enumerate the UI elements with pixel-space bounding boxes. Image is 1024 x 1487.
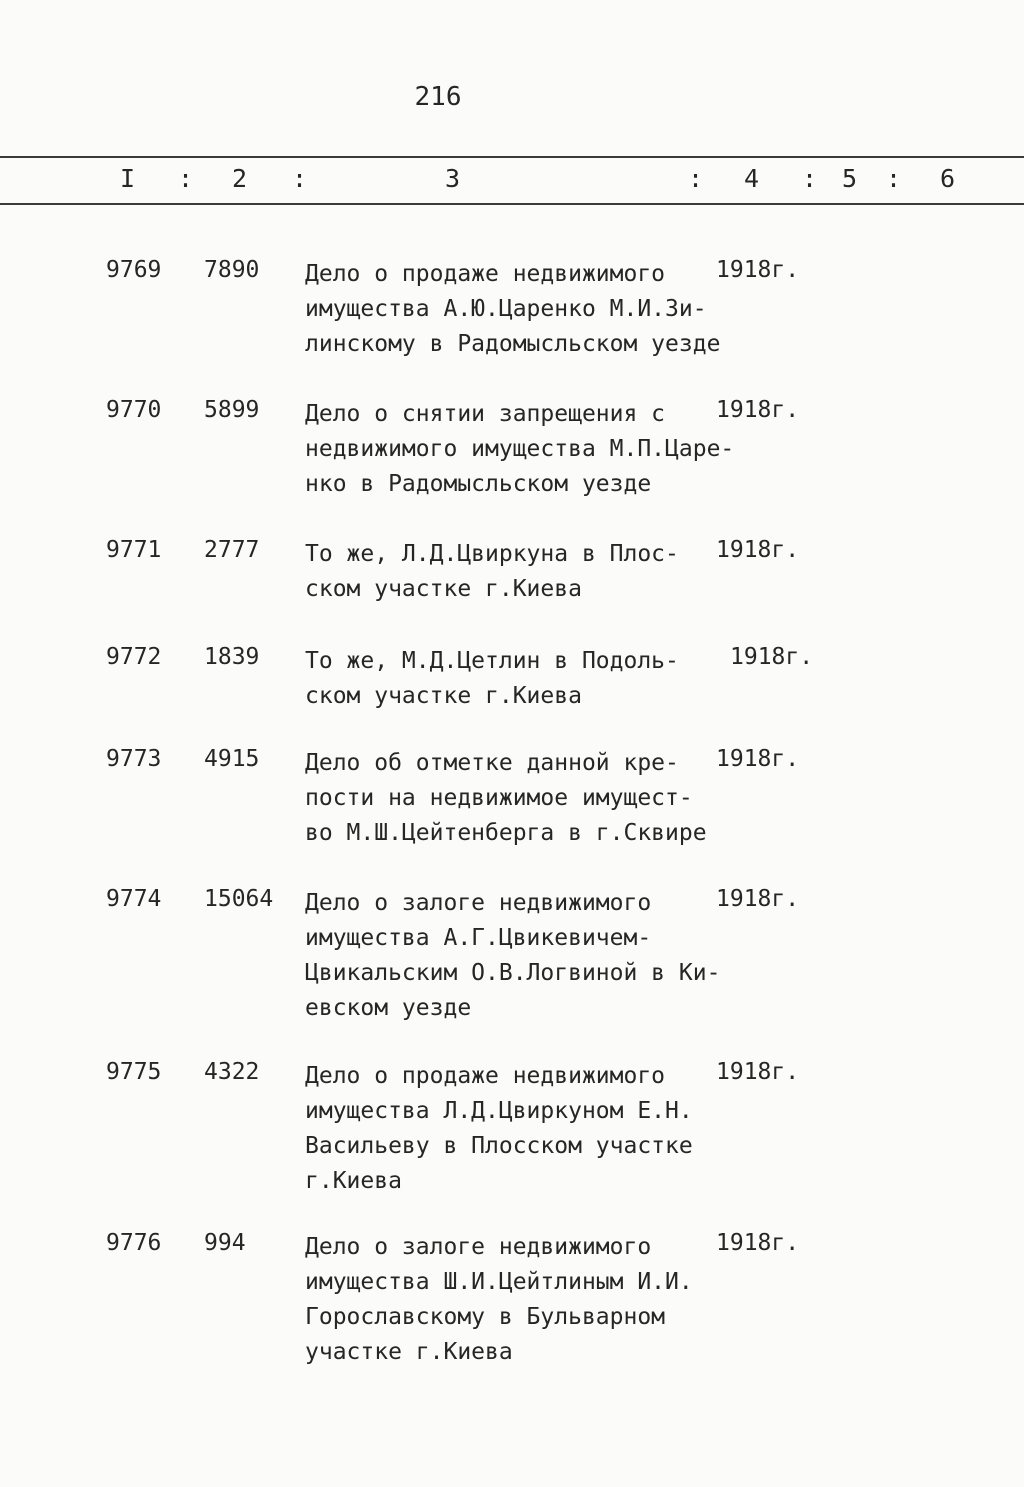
old-number: 2777 (204, 537, 260, 563)
old-number: 7890 (204, 257, 260, 283)
title-line: недвижимого имущества М.П.Царе- (305, 436, 735, 462)
record-year: 1918г. (716, 1059, 800, 1085)
record-year: 1918г. (716, 537, 800, 563)
column-separator: : (292, 164, 308, 193)
record-year: 1918г. (716, 397, 800, 423)
column-header-2: 2 (232, 164, 248, 193)
column-header-1: I (120, 164, 136, 193)
record-year: 1918г. (716, 886, 800, 912)
column-separator: : (688, 164, 704, 193)
title-line: Дело о снятии запрещения с (305, 401, 666, 427)
column-separator: : (886, 164, 902, 193)
title-line: имущества Л.Д.Цвиркуном Е.Н. (305, 1098, 693, 1124)
title-line: То же, М.Д.Цетлин в Подоль- (305, 648, 679, 674)
record-number: 9770 (106, 397, 162, 423)
title-line: Дело о продаже недвижимого (305, 261, 666, 287)
record-title (305, 397, 734, 502)
record-year: 1918г. (716, 257, 800, 283)
record-number: 9773 (106, 746, 162, 772)
column-header-4: 4 (744, 164, 760, 193)
title-line: имущества А.Ю.Царенко М.И.Зи- (305, 296, 707, 322)
title-line: участке г.Киева (305, 1339, 513, 1365)
title-line: Горославскому в Бульварном (305, 1304, 666, 1330)
record-title (305, 1230, 693, 1370)
title-line: Дело об отметке данной кре- (305, 750, 679, 776)
title-line: ском участке г.Киева (305, 576, 582, 602)
record-number: 9772 (106, 644, 162, 670)
old-number: 4322 (204, 1059, 260, 1085)
record-title (305, 1059, 693, 1199)
record-year: 1918г. (716, 1230, 800, 1256)
title-line: ском участке г.Киева (305, 683, 582, 709)
title-line: Дело о залоге недвижимого (305, 890, 652, 916)
title-line: имущества Ш.И.Цейтлиным И.И. (305, 1269, 693, 1295)
old-number: 4915 (204, 746, 260, 772)
column-header-5: 5 (842, 164, 858, 193)
header-rule-bottom (0, 203, 1024, 205)
title-line: евском уезде (305, 995, 472, 1021)
record-year: 1918г. (730, 644, 814, 670)
title-line: линскому в Радомысльском уезде (305, 331, 721, 357)
record-number: 9771 (106, 537, 162, 563)
old-number: 5899 (204, 397, 260, 423)
title-line: Цвикальским О.В.Логвиной в Ки- (305, 960, 721, 986)
record-number: 9774 (106, 886, 162, 912)
record-number: 9769 (106, 257, 162, 283)
record-title (305, 257, 720, 362)
record-title (305, 644, 679, 714)
title-line: во М.Ш.Цейтенберга в г.Сквире (305, 820, 707, 846)
title-line: пости на недвижимое имущест- (305, 785, 693, 811)
old-number: 15064 (204, 886, 274, 912)
page-number: 216 (414, 82, 462, 112)
title-line: Дело о продаже недвижимого (305, 1063, 666, 1089)
record-title (305, 746, 707, 851)
column-header-6: 6 (940, 164, 956, 193)
title-line: имущества А.Г.Цвикевичем- (305, 925, 652, 951)
title-line: г.Киева (305, 1168, 402, 1194)
title-line: Дело о залоге недвижимого (305, 1234, 652, 1260)
record-number: 9775 (106, 1059, 162, 1085)
old-number: 994 (204, 1230, 246, 1256)
column-header-3: 3 (445, 164, 461, 193)
column-separator: : (178, 164, 194, 193)
record-year: 1918г. (716, 746, 800, 772)
title-line: Васильеву в Плосском участке (305, 1133, 693, 1159)
title-line: То же, Л.Д.Цвиркуна в Плос- (305, 541, 679, 567)
record-title (305, 537, 679, 607)
old-number: 1839 (204, 644, 260, 670)
title-line: нко в Радомысльском уезде (305, 471, 652, 497)
record-title (305, 886, 720, 1026)
record-number: 9776 (106, 1230, 162, 1256)
header-rule-top (0, 156, 1024, 158)
column-separator: : (802, 164, 818, 193)
